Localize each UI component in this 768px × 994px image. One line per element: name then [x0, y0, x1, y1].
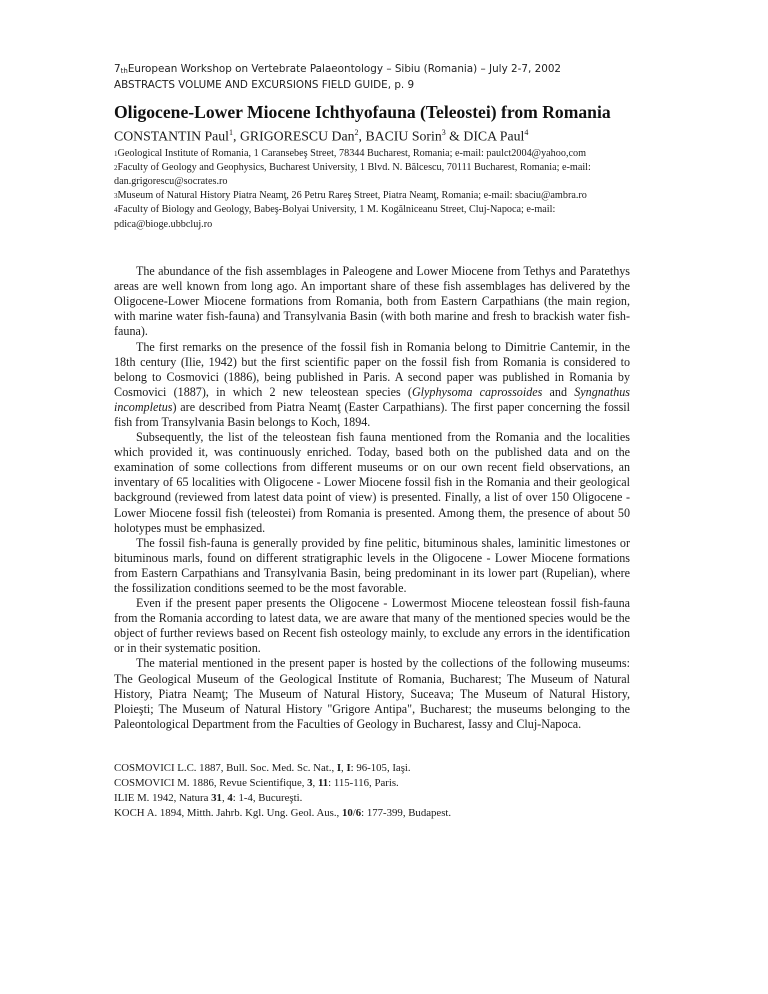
abstract-page — [114, 62, 630, 821]
paragraph-1: The abundance of the fish assemblages in Paleogene and Lower Miocene from Tethys and Paratethys areas are well known from long ago. An important share of these fish assemblages has delivered by the Oligocene-Lower Miocene formations from Romania, both from Eastern Carpathians (the main region, with marine water fish-fauna) and Transylvania Basin (with both marine and fresh to brackish water fish-fauna). — [114, 264, 630, 339]
affiliation-4: 4Faculty of Biology and Geology, Babeş-Bolyai University, 1 M. Kogălniceanu Street, Cluj-Napoca; e-mail: pdica@bioge.ubbcluj.ro — [114, 204, 556, 230]
author: GRIGORESCU Dan — [239, 128, 355, 144]
paragraph-6: The material mentioned in the present paper is hosted by the collections of the following museums: The Geological Museum of the Geological Institute of Romania, Bucharest; The Museum of Natural History, Piatra Neamţ; The Museum of Natural History, Suceava; The Museum of Natural History, Ploieşti; The Museum of Natural History "Grigore Antipa", Bucharest; the museums belonging to the Paleontological Department from the Faculties of Geology in Bucharest, Iassy and Cluj-Napoca. — [114, 656, 630, 731]
paragraph-2: The first remarks on the presence of the fossil fish in Romania belong to Dimitrie Cantemir, in the 18th century (Ilie, 1942) but the first scientific paper on the fossil fish from Romania is considered to belong to Cosmovici (1886), being published in Paris. A second paper was published in Romania by Cosmovici (1887), in which 2 new teleostean species (Glyphysoma caprossoides and Syngnathus incompletus) are described from Piatra Neamţ (Easter Carpathians). The first paper concerning the fossil fish from Transylvania Basin belongs to Koch, 1894. — [114, 339, 631, 429]
reference-item: ILIE M. 1942, Natura 31, 4: 1-4, Bucureşti. — [114, 791, 303, 804]
affiliations — [114, 147, 630, 231]
author: CONSTANTIN Paul — [114, 128, 230, 144]
author-list: CONSTANTIN Paul$^1$, GRIGORESCU Dan$^2$, BACIU Sorin$^3$ & DICA Paul$^4$ — [114, 128, 529, 144]
paragraph-5: Even if the present paper presents the Oligocene - Lowermost Miocene teleostean fossil fish-fauna from the Romania according to latest data, we are aware that many of the mentioned species would be the object of further reviews based on Recent fish osteology mainly, to exclude any errors in the identification or in their systematic position. — [114, 596, 630, 656]
paper-title: Oligocene-Lower Miocene Ichthyofauna (Teleostei) from Romania — [114, 102, 611, 122]
reference-item: COSMOVICI L.C. 1887, Bull. Soc. Med. Sc. Nat., I, I: 96-105, Iaşi. — [114, 761, 411, 774]
author: DICA Paul — [463, 128, 525, 144]
reference-item: COSMOVICI M. 1886, Revue Scientifique, 3, 11: 115-116, Paris. — [114, 776, 399, 789]
species-name: Syngnathus incompletus — [114, 384, 631, 414]
reference-item: KOCH A. 1894, Mitth. Jahrb. Kgl. Ung. Geol. Aus., 10/6: 177-399, Budapest. — [114, 806, 452, 819]
header-line-1: $7_{th}European$ Workshop on Vertebrate Palaeontology – Sibiu (Romania) – July 2-7, 2002 — [114, 63, 562, 75]
paragraph-3: Subsequently, the list of the teleostean fish fauna mentioned from the Romania and the localities which provided it, was continuously enriched. Today, based both on the published data and on the examination of some collections from different museums or on our own recent field observations, an inventary of 65 localities with Oligocene - Lower Miocene fossil fish in the Romania and their geological background (reviewed from latest data point of view) is presented. Finally, a list of over 150 Oligocene - Lower Miocene fossil fish (teleostei) from Romania is presented. Among them, the presence of about 50 holotypes must be emphasized. — [114, 430, 630, 535]
workshop-header — [114, 62, 630, 92]
affiliation-1: 1Geological Institute of Romania, 1 Caransebeş Street, 78344 Bucharest, Romania; e-mail: paulct2004@yahoo,com — [114, 147, 587, 159]
paragraph-4: The fossil fish-fauna is generally provided by fine pelitic, bituminous shales, laminitic limestones or bituminous marls, found on different stratigraphic levels in the Oligocene - Lower Miocene formations from Eastern Carpathians and Transylvania Basin, being predominant in its lower part (Rupelian), where the fossilization conditions seemed to be the most favorable. — [114, 535, 630, 595]
abstract-body — [114, 264, 630, 732]
affiliation-2: 2Faculty of Geology and Geophysics, Bucharest University, 1 Blvd. N. Bălcescu, 70111 Bucharest, Romania; e-mail: dan.grigorescu@socrates.ro — [114, 162, 591, 188]
header-line-2: ABSTRACTS VOLUME AND EXCURSIONS FIELD GUIDE, p. 9 — [114, 78, 415, 91]
references — [114, 761, 630, 821]
affiliation-3: 3Museum of Natural History Piatra Neamţ, 26 Petru Rareş Street, Piatra Neamţ, Romania; e-mail: sbaciu@ambra.ro — [114, 189, 587, 201]
species-name: Glyphysoma caprossoides — [411, 384, 543, 399]
author: BACIU Sorin — [365, 128, 442, 144]
